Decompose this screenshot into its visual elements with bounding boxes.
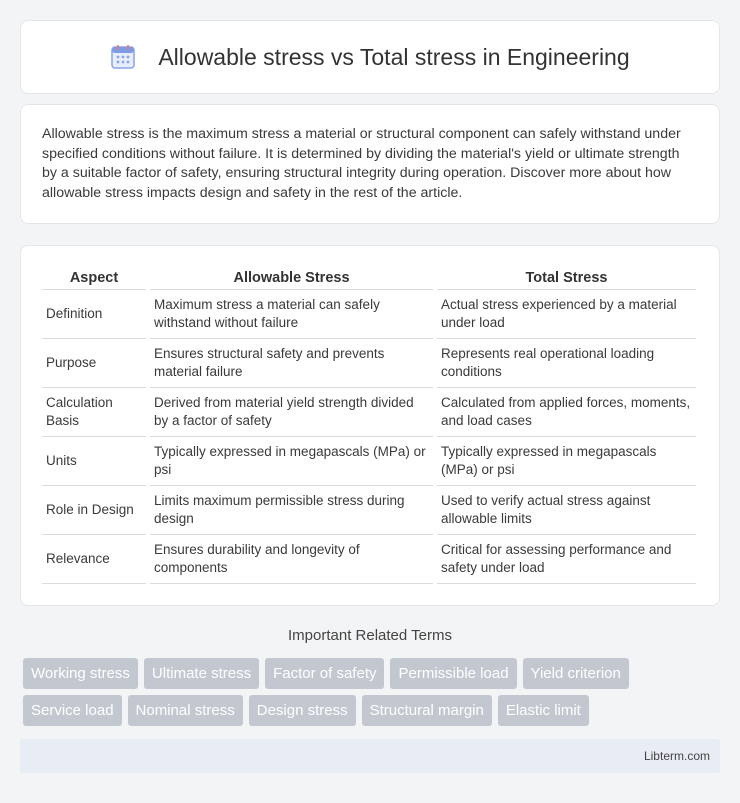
row-aspect: Calculation Basis bbox=[42, 388, 146, 437]
row-aspect: Units bbox=[42, 437, 146, 486]
related-terms-title: Important Related Terms bbox=[288, 627, 452, 644]
row-allowable: Limits maximum permissible stress during design bbox=[150, 486, 433, 535]
related-terms bbox=[23, 658, 723, 732]
table-row bbox=[42, 535, 696, 584]
comparison-table bbox=[38, 266, 700, 584]
row-total: Actual stress experienced by a material under load bbox=[437, 290, 696, 339]
row-aspect: Relevance bbox=[42, 535, 146, 584]
row-allowable: Maximum stress a material can safely withstand without failure bbox=[150, 290, 433, 339]
row-total: Calculated from applied forces, moments, and load cases bbox=[437, 388, 696, 437]
footer-brand[interactable]: Libterm.com bbox=[643, 749, 710, 763]
row-aspect: Purpose bbox=[42, 339, 146, 388]
tag-nominal-stress[interactable]: Nominal stress bbox=[128, 695, 243, 726]
intro-card bbox=[20, 104, 720, 224]
intro-text: Allowable stress is the maximum stress a material or structural component can safely withstand under specified conditions without failure. It is determined by dividing the material's yield or ultimate strength by a suitable factor of safety, ensuring structural integrity during operation. Discover more about how allowable stress impacts design and safety in the rest of the article. bbox=[42, 126, 681, 201]
title-card bbox=[20, 20, 720, 94]
comparison-table-card bbox=[20, 245, 720, 606]
table-row bbox=[42, 290, 696, 339]
tag-design-stress[interactable]: Design stress bbox=[249, 695, 356, 726]
row-total: Typically expressed in megapascals (MPa) or psi bbox=[437, 437, 696, 486]
row-allowable: Typically expressed in megapascals (MPa) or psi bbox=[150, 437, 433, 486]
tag-factor-of-safety[interactable]: Factor of safety bbox=[265, 658, 384, 689]
table-row bbox=[42, 388, 696, 437]
table-row bbox=[42, 486, 696, 535]
tag-elastic-limit[interactable]: Elastic limit bbox=[498, 695, 589, 726]
tag-ultimate-stress[interactable]: Ultimate stress bbox=[144, 658, 259, 689]
footer bbox=[20, 739, 720, 773]
row-aspect: Role in Design bbox=[42, 486, 146, 535]
tag-service-load[interactable]: Service load bbox=[23, 695, 122, 726]
header-aspect: Aspect bbox=[42, 266, 146, 290]
table-row bbox=[42, 437, 696, 486]
header-allowable-stress: Allowable Stress bbox=[150, 266, 433, 290]
header-total-stress: Total Stress bbox=[437, 266, 696, 290]
row-aspect: Definition bbox=[42, 290, 146, 339]
page-title: Allowable stress vs Total stress in Engineering bbox=[158, 43, 630, 70]
row-allowable: Ensures structural safety and prevents material failure bbox=[150, 339, 433, 388]
row-total: Used to verify actual stress against allowable limits bbox=[437, 486, 696, 535]
row-total: Represents real operational loading conditions bbox=[437, 339, 696, 388]
calendar-icon bbox=[110, 44, 136, 70]
tag-working-stress[interactable]: Working stress bbox=[23, 658, 138, 689]
table-header-row bbox=[42, 266, 696, 290]
tag-row bbox=[23, 658, 723, 689]
row-total: Critical for assessing performance and safety under load bbox=[437, 535, 696, 584]
tag-yield-criterion[interactable]: Yield criterion bbox=[523, 658, 629, 689]
tag-row bbox=[23, 695, 723, 726]
row-allowable: Derived from material yield strength divided by a factor of safety bbox=[150, 388, 433, 437]
row-allowable: Ensures durability and longevity of components bbox=[150, 535, 433, 584]
table-row bbox=[42, 339, 696, 388]
tag-permissible-load[interactable]: Permissible load bbox=[390, 658, 516, 689]
tag-structural-margin[interactable]: Structural margin bbox=[362, 695, 492, 726]
